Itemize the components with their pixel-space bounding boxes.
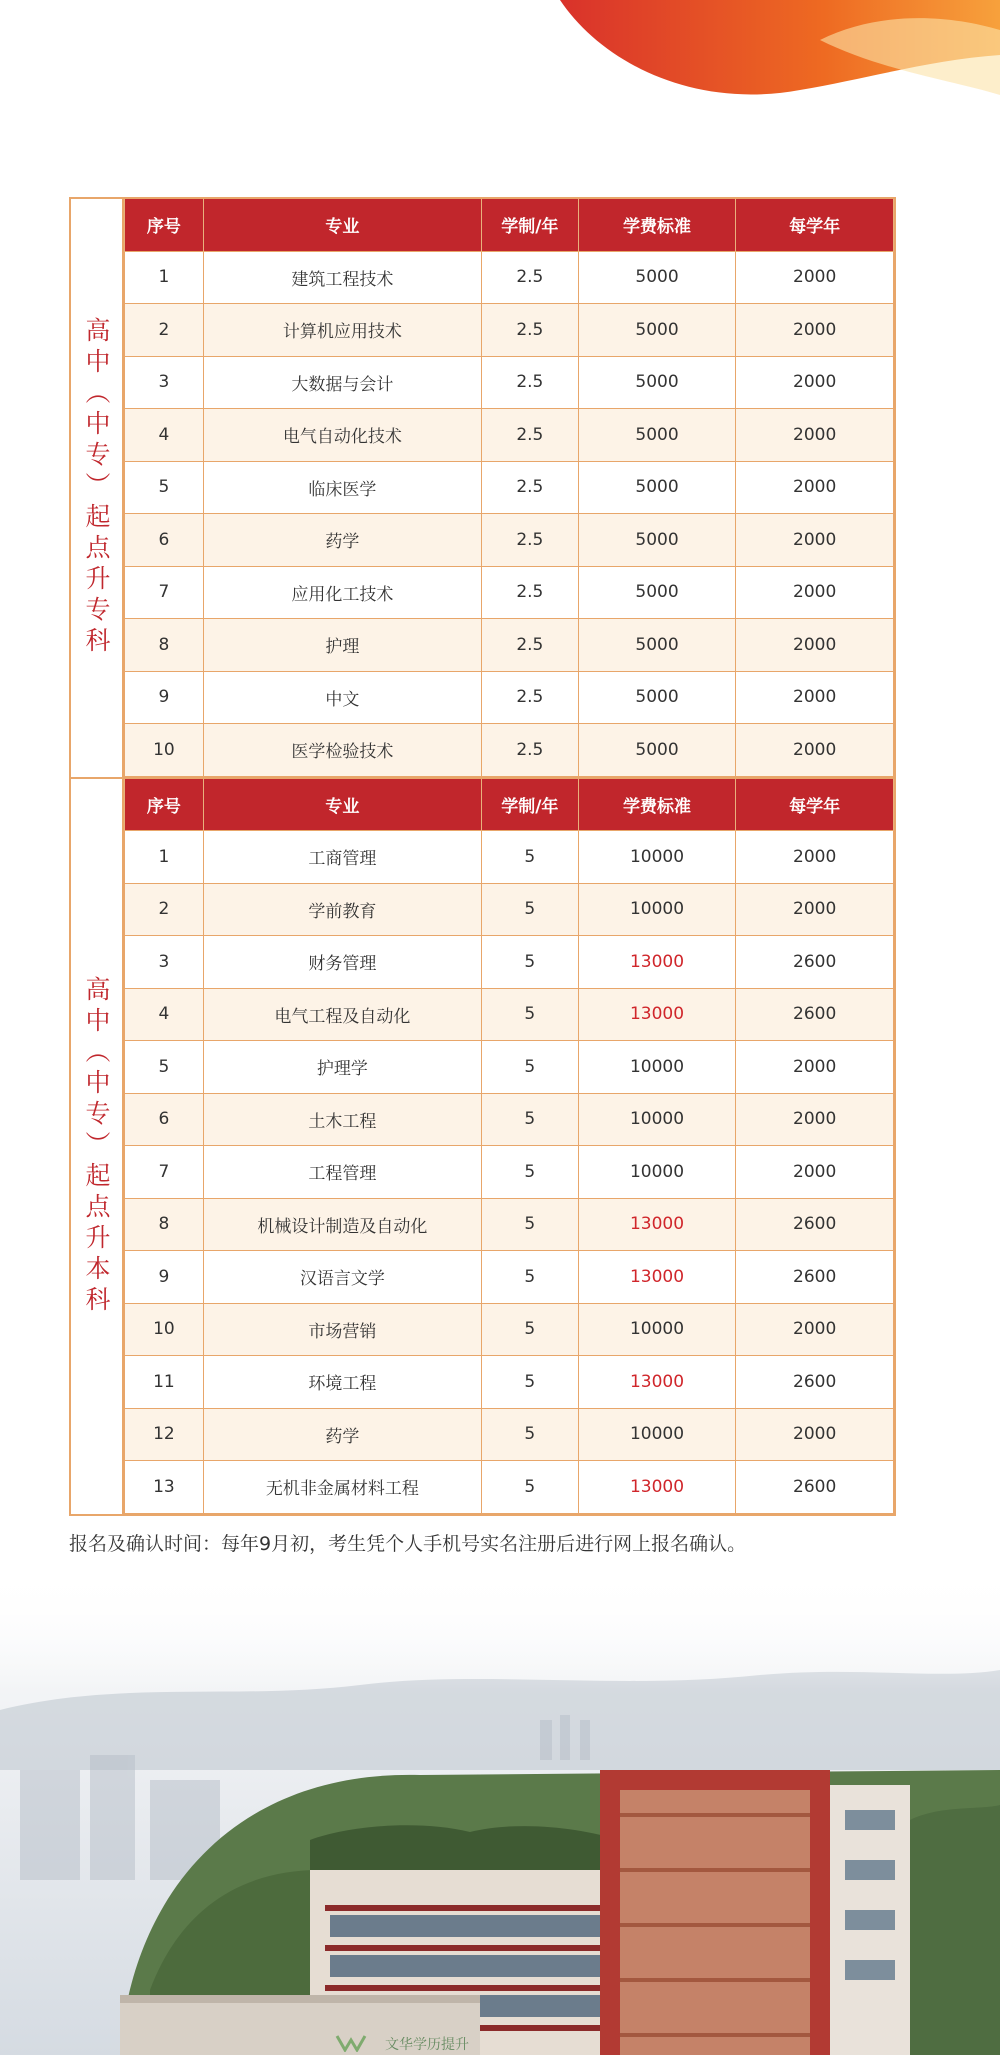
header-years: 学制/年: [481, 779, 578, 831]
cell-years: 5: [481, 1251, 578, 1304]
junior-college-table: [124, 199, 894, 777]
table-row: [125, 409, 894, 462]
table-row: [125, 619, 894, 672]
fee-tables: [69, 197, 896, 1516]
cell-no: 7: [125, 1146, 204, 1199]
cell-years: 2.5: [481, 566, 578, 619]
cell-years: 2.5: [481, 251, 578, 304]
cell-major: 医学检验技术: [203, 724, 481, 777]
cell-years: 5: [481, 1041, 578, 1094]
table-row: [125, 724, 894, 777]
section-junior-college: [69, 197, 896, 779]
cell-no: 1: [125, 251, 204, 304]
section-bachelor: [69, 779, 896, 1516]
cell-major: 市场营销: [203, 1303, 481, 1356]
section-label: 高中（中专）起点升本科: [82, 975, 111, 1317]
cell-major: 无机非金属材料工程: [203, 1461, 481, 1514]
cell-major: 中文: [203, 671, 481, 724]
cell-major: 工程管理: [203, 1146, 481, 1199]
cell-major: 学前教育: [203, 883, 481, 936]
cell-no: 6: [125, 1093, 204, 1146]
cell-year-fee: 2000: [736, 1303, 894, 1356]
table-row: [125, 461, 894, 514]
cell-year-fee: 2600: [736, 1251, 894, 1304]
cell-years: 5: [481, 1356, 578, 1409]
cell-year-fee: 2000: [736, 356, 894, 409]
cell-major: 护理学: [203, 1041, 481, 1094]
cell-years: 2.5: [481, 724, 578, 777]
cell-fee: 5000: [578, 356, 736, 409]
cell-major: 大数据与会计: [203, 356, 481, 409]
cell-years: 5: [481, 988, 578, 1041]
cell-years: 2.5: [481, 356, 578, 409]
table-row: [125, 1093, 894, 1146]
table-row: [125, 1303, 894, 1356]
section-label-cell: [71, 779, 124, 1514]
cell-no: 11: [125, 1356, 204, 1409]
cell-year-fee: 2000: [736, 1041, 894, 1094]
cell-years: 2.5: [481, 514, 578, 567]
cell-year-fee: 2600: [736, 936, 894, 989]
header-major: 专业: [203, 199, 481, 251]
top-wave-decoration: [0, 0, 1000, 110]
table-header-row: [125, 779, 894, 831]
table-row: [125, 671, 894, 724]
cell-no: 10: [125, 1303, 204, 1356]
cell-years: 5: [481, 1093, 578, 1146]
cell-fee: 5000: [578, 409, 736, 462]
header-years: 学制/年: [481, 199, 578, 251]
table-row: [125, 936, 894, 989]
table-row: [125, 1408, 894, 1461]
cell-no: 5: [125, 461, 204, 514]
cell-fee: 13000: [578, 1198, 736, 1251]
cell-years: 5: [481, 883, 578, 936]
header-no: 序号: [125, 199, 204, 251]
cell-fee: 5000: [578, 566, 736, 619]
cell-no: 10: [125, 724, 204, 777]
cell-major: 电气工程及自动化: [203, 988, 481, 1041]
cell-fee: 10000: [578, 1041, 736, 1094]
section-label: 高中（中专）起点升专科: [82, 317, 111, 659]
cell-years: 5: [481, 1461, 578, 1514]
header-year-fee: 每学年: [736, 779, 894, 831]
cell-fee: 5000: [578, 304, 736, 357]
cell-year-fee: 2000: [736, 831, 894, 884]
cell-years: 2.5: [481, 619, 578, 672]
cell-year-fee: 2000: [736, 514, 894, 567]
cell-no: 3: [125, 356, 204, 409]
cell-no: 7: [125, 566, 204, 619]
bachelor-table: [124, 779, 894, 1514]
cell-fee: 10000: [578, 1093, 736, 1146]
cell-year-fee: 2000: [736, 883, 894, 936]
cell-no: 5: [125, 1041, 204, 1094]
table-row: [125, 1146, 894, 1199]
cell-years: 5: [481, 1303, 578, 1356]
cell-year-fee: 2000: [736, 304, 894, 357]
cell-fee: 10000: [578, 1303, 736, 1356]
cell-fee: 10000: [578, 883, 736, 936]
section-label-cell: [71, 199, 124, 777]
cell-fee: 13000: [578, 1356, 736, 1409]
table-header-row: [125, 199, 894, 251]
cell-year-fee: 2000: [736, 724, 894, 777]
cell-no: 12: [125, 1408, 204, 1461]
cell-no: 6: [125, 514, 204, 567]
junior-college-rows: [125, 251, 894, 776]
cell-year-fee: 2000: [736, 1408, 894, 1461]
cell-no: 2: [125, 883, 204, 936]
cell-major: 临床医学: [203, 461, 481, 514]
cell-fee: 13000: [578, 936, 736, 989]
watermark-text: 文华学历提升: [385, 2037, 469, 2053]
cell-no: 8: [125, 619, 204, 672]
cell-year-fee: 2000: [736, 566, 894, 619]
cell-year-fee: 2600: [736, 1356, 894, 1409]
note-registration: 报名及确认时间：每年9月初，考生凭个人手机号实名注册后进行网上报名确认。: [69, 1533, 747, 1555]
table-row: [125, 251, 894, 304]
header-year-fee: 每学年: [736, 199, 894, 251]
cell-years: 2.5: [481, 461, 578, 514]
header-no: 序号: [125, 779, 204, 831]
watermark-logo-icon: [335, 2032, 379, 2056]
bachelor-rows: [125, 831, 894, 1514]
cell-year-fee: 2000: [736, 251, 894, 304]
cell-fee: 10000: [578, 1146, 736, 1199]
table-row: [125, 1251, 894, 1304]
cell-major: 环境工程: [203, 1356, 481, 1409]
cell-fee: 5000: [578, 671, 736, 724]
table-row: [125, 988, 894, 1041]
cell-fee: 5000: [578, 461, 736, 514]
cell-fee: 5000: [578, 724, 736, 777]
cell-major: 药学: [203, 1408, 481, 1461]
cell-no: 9: [125, 1251, 204, 1304]
cell-year-fee: 2000: [736, 1093, 894, 1146]
cell-fee: 10000: [578, 1408, 736, 1461]
cell-no: 2: [125, 304, 204, 357]
cell-fee: 5000: [578, 514, 736, 567]
cell-major: 计算机应用技术: [203, 304, 481, 357]
cell-years: 5: [481, 936, 578, 989]
cell-year-fee: 2000: [736, 409, 894, 462]
cell-year-fee: 2000: [736, 1146, 894, 1199]
cell-no: 4: [125, 409, 204, 462]
cell-years: 5: [481, 831, 578, 884]
cell-major: 机械设计制造及自动化: [203, 1198, 481, 1251]
table-row: [125, 883, 894, 936]
cell-fee: 5000: [578, 251, 736, 304]
cell-major: 护理: [203, 619, 481, 672]
cell-fee: 10000: [578, 831, 736, 884]
cell-no: 13: [125, 1461, 204, 1514]
table-row: [125, 1461, 894, 1514]
header-major: 专业: [203, 779, 481, 831]
cell-major: 电气自动化技术: [203, 409, 481, 462]
cell-fee: 13000: [578, 1461, 736, 1514]
cell-no: 9: [125, 671, 204, 724]
cell-no: 1: [125, 831, 204, 884]
cell-no: 8: [125, 1198, 204, 1251]
table-row: [125, 514, 894, 567]
table-row: [125, 304, 894, 357]
cell-year-fee: 2000: [736, 671, 894, 724]
table-row: [125, 1356, 894, 1409]
cell-major: 药学: [203, 514, 481, 567]
header-fee: 学费标准: [578, 199, 736, 251]
cell-fee: 13000: [578, 988, 736, 1041]
cell-year-fee: 2000: [736, 619, 894, 672]
cell-no: 4: [125, 988, 204, 1041]
table-row: [125, 1041, 894, 1094]
table-row: [125, 1198, 894, 1251]
cell-year-fee: 2600: [736, 1198, 894, 1251]
watermark: [335, 2034, 469, 2054]
cell-year-fee: 2600: [736, 1461, 894, 1514]
header-fee: 学费标准: [578, 779, 736, 831]
cell-years: 2.5: [481, 304, 578, 357]
cell-major: 工商管理: [203, 831, 481, 884]
table-row: [125, 566, 894, 619]
cell-year-fee: 2600: [736, 988, 894, 1041]
cell-years: 5: [481, 1146, 578, 1199]
cell-major: 应用化工技术: [203, 566, 481, 619]
cell-major: 土木工程: [203, 1093, 481, 1146]
campus-photo: [0, 1570, 1000, 2055]
cell-major: 汉语言文学: [203, 1251, 481, 1304]
table-row: [125, 356, 894, 409]
cell-major: 建筑工程技术: [203, 251, 481, 304]
cell-fee: 13000: [578, 1251, 736, 1304]
cell-years: 5: [481, 1408, 578, 1461]
cell-years: 2.5: [481, 409, 578, 462]
cell-years: 5: [481, 1198, 578, 1251]
cell-year-fee: 2000: [736, 461, 894, 514]
cell-major: 财务管理: [203, 936, 481, 989]
cell-fee: 5000: [578, 619, 736, 672]
cell-no: 3: [125, 936, 204, 989]
cell-years: 2.5: [481, 671, 578, 724]
table-row: [125, 831, 894, 884]
